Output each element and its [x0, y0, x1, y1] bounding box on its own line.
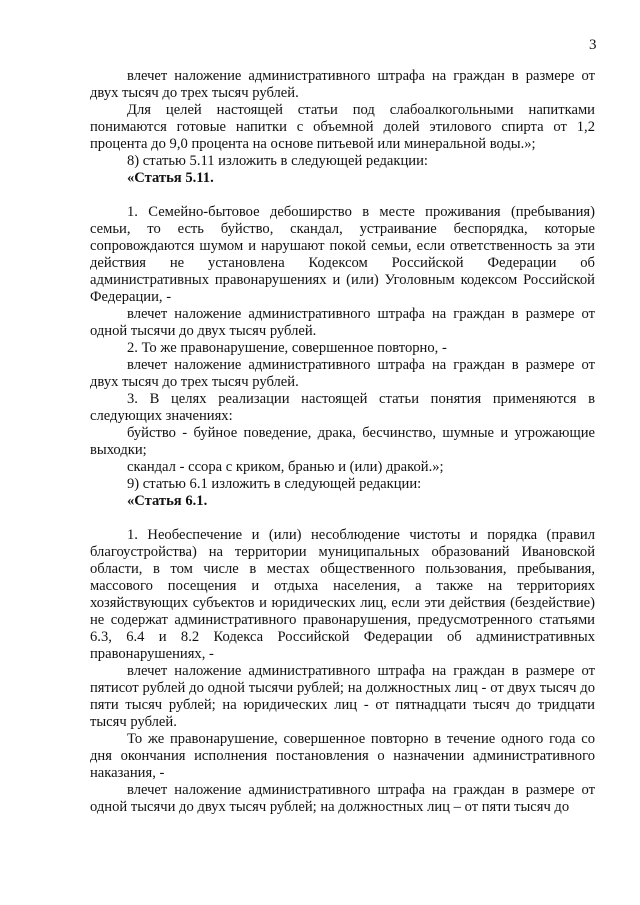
paragraph-5-11-part-3: 3. В целях реализации настоящей статьи понятия применяются в следующих значениях:: [90, 391, 595, 424]
paragraph-definition-skandal: скандал - ссора с криком, бранью и (или) дракой.»;: [127, 459, 444, 475]
paragraph-item-8: 8) статью 5.11 изложить в следующей редакции:: [127, 153, 428, 169]
paragraph-definition-buystvo: буйство - буйное поведение, драка, бесчинство, шумные и угрожающие выходки;: [90, 425, 595, 458]
article-heading-5-11: «Статья 5.11.: [127, 170, 214, 186]
paragraph-fine-clause: влечет наложение административного штрафа на граждан в размере от двух тысяч до трех тысяч рублей.: [90, 357, 595, 390]
article-heading-6-1: «Статья 6.1.: [127, 493, 208, 509]
paragraph-definition-low-alcohol: Для целей настоящей статьи под слабоалкогольными напитками понимаются готовые напитки с объемной долей этилового спирта от 1,2 процента до 9,0 процента на основе питьевой или минеральной воды.»;: [90, 102, 595, 152]
paragraph-5-11-part-2: 2. То же правонарушение, совершенное повторно, -: [127, 340, 447, 356]
page-number: 3: [589, 37, 597, 53]
paragraph-repeat-offense: То же правонарушение, совершенное повторно в течение одного года со дня окончания исполнения постановления о назначении административного наказания, -: [90, 731, 595, 781]
paragraph-5-11-part-1: 1. Семейно-бытовое дебоширство в месте проживания (пребывания) семьи, то есть буйство, скандал, устраивание беспорядка, которые сопровождаются шумом и нарушают покой семьи, если ответственность за эти действия не установлена Кодексом Российской Федерации об административных правонарушениях и (или) Уголовным кодексом Российской Федерации, -: [90, 204, 595, 305]
document-body: [90, 68, 595, 816]
paragraph-fine-clause: влечет наложение административного штрафа на граждан в размере от пятисот рублей до одной тысячи рублей; на должностных лиц - от двух тысяч до пяти тысяч рублей; на юридических лиц - от пятнадцати тысяч до тридцати тысяч рублей.: [90, 663, 595, 730]
paragraph-fine-clause: влечет наложение административного штрафа на граждан в размере от двух тысяч до трех тысяч рублей.: [90, 68, 595, 101]
paragraph-6-1-part-1: 1. Необеспечение и (или) несоблюдение чистоты и порядка (правил благоустройства) на территории муниципальных образований Ивановской области, в том числе в местах общественного пользования, пребывания, массового посещения и отдыха населения, а также на территориях хозяйствующих субъектов и юридических лиц, если эти действия (бездействие) не содержат административного правонарушения, предусмотренного статьями 6.3, 6.4 и 8.2 Кодекса Российской Федерации об административных правонарушениях, -: [90, 527, 595, 662]
paragraph-fine-clause: влечет наложение административного штрафа на граждан в размере от одной тысячи до двух тысяч рублей.: [90, 306, 595, 339]
paragraph-fine-clause: влечет наложение административного штрафа на граждан в размере от одной тысячи до двух тысяч рублей; на должностных лиц – от пяти тысяч до: [90, 782, 595, 815]
paragraph-item-9: 9) статью 6.1 изложить в следующей редакции:: [127, 476, 422, 492]
